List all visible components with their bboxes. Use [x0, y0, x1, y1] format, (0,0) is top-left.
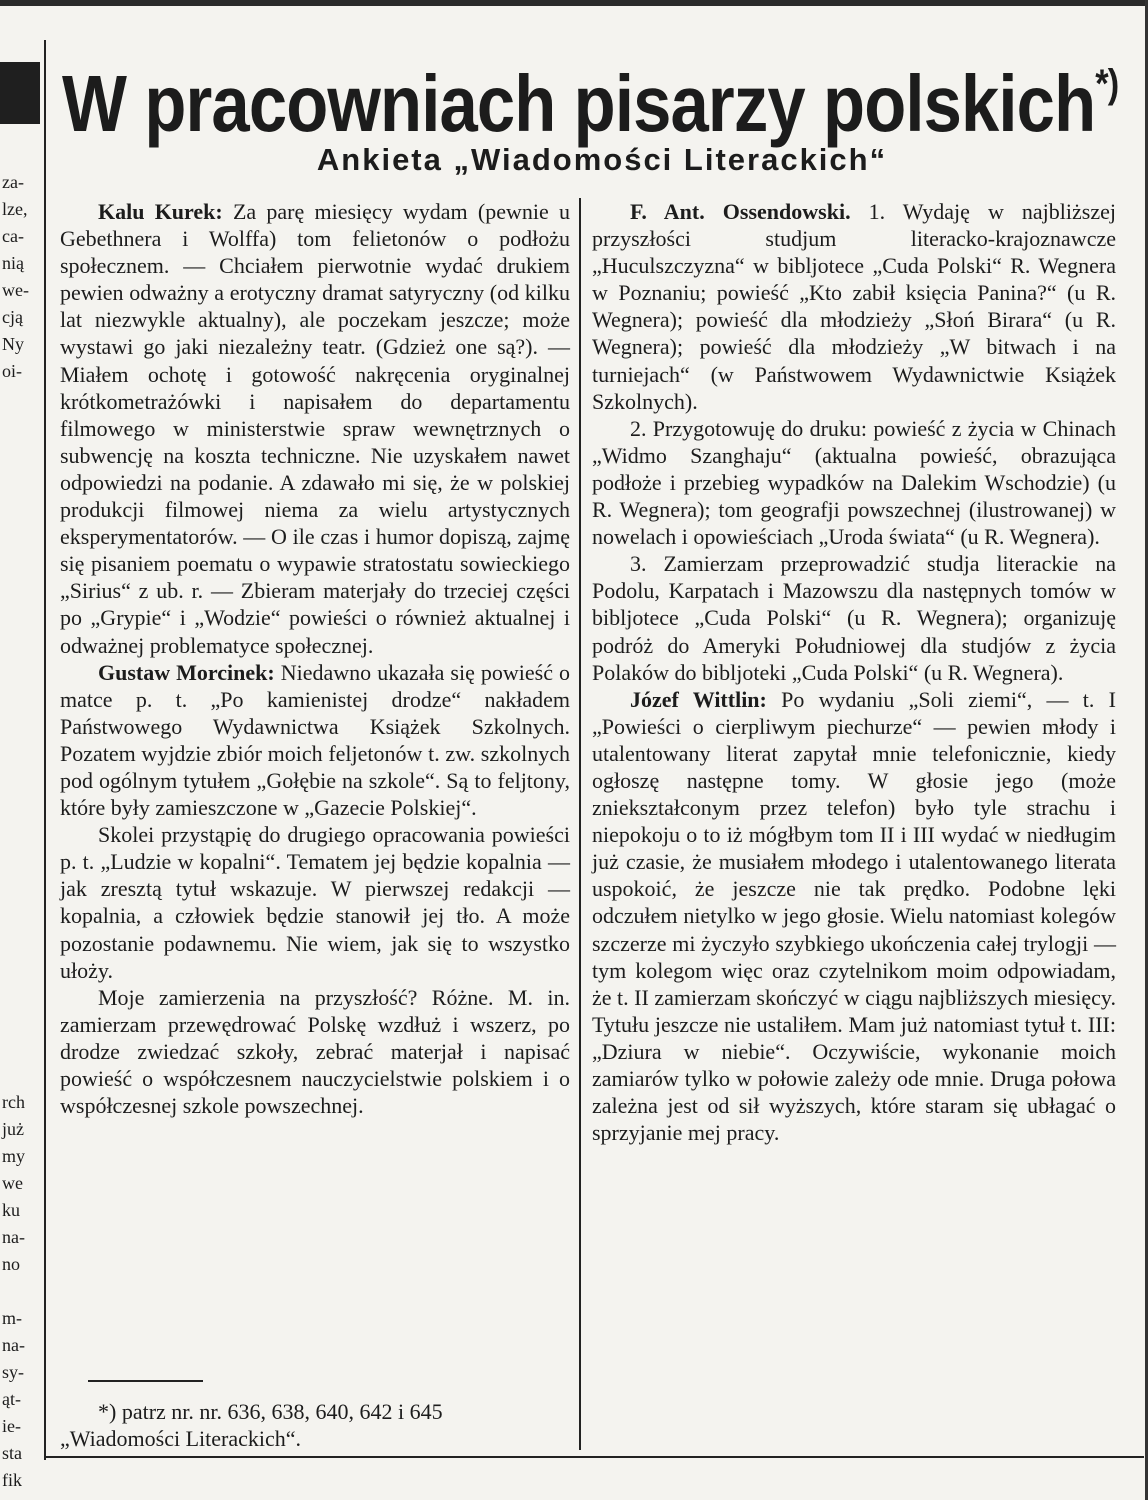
paragraph-text: Moje zamierzenia na przyszłość? Różne. M. in. zamierzam przewędrować Polskę wzdłuż i wszerz, po drodze zwiedzać szkoły, zebrać materjał i napisać powieść o współczesnem nauczycielstwie polskiem i o współczesnej szkole powszechnej. — [60, 984, 570, 1119]
paragraph — [592, 550, 1116, 685]
fragment-line: za- — [2, 172, 24, 192]
fragment-line: na- — [2, 1227, 25, 1247]
fragment-line: ie- — [2, 1416, 21, 1436]
fragment-line: lze, — [2, 199, 28, 219]
center-column-rule — [579, 198, 581, 1450]
paragraph-text: 3. Zamierzam przeprowadzić studja literackie na Podolu, Karpatach i Mazowszu dla następnych tomów w bibljotece „Cuda Polski“ (u R. Wegnera); organizuję podróż do Ameryki Południowej dla studjów z życia Polaków do bibljoteki „Cuda Polski“ (u R. Wegnera). — [592, 551, 1116, 685]
adjacent-column-fragment — [0, 40, 42, 1500]
paragraph-text: Po wydaniu „Soli ziemi“, — t. I „Powieści o cierpliwym piechurze“ — pewien młody i utalentowany literat zapytał mnie telefonicznie, kiedy ogłoszę następne tomy. W głosie jego (może zniekształconym przez telefon) było tyle strachu i niepokoju o to iż mógłbym tom II i III wydać w niedługim już czasie, że musiałem młodego i utalentowanego literata uspokoić, że jeszcze nie tak prędko. Podobne lęki odczułem nietylko w jego głosie. Wielu natomiast kolegów szczerze mi życzyło szybkiego ukończenia całej trylogji — tym kolegom więc oraz czytelnikom moim odpowiadam, że t. II zamierzam skończyć w ciągu najbliższych miesięcy. Tytułu jeszcze nie ustaliłem. Mam już natomiast tytuł t. III: „Dziura w niebie“. Oczywiście, wykonanie moich zamiarów tylko w połowie zależy ode mnie. Druga połowa zależna jest od sił wyższych, które staram się ubłagać o sprzyjanie mej pracy. — [592, 686, 1116, 1146]
fragment-line: m- — [2, 1308, 22, 1328]
fragment-line: my — [2, 1146, 26, 1166]
paragraph — [60, 198, 570, 659]
author-name: Józef Wittlin: — [630, 686, 767, 712]
paragraph-text: Za parę miesięcy wydam (pewnie u Gebethnera i Wolffa) tom felietonów o podłożu społecznem. — Chciałem pierwotnie wydać drukiem pewien odważny a erotyczny dramat satyryczny (od kilku lat niezwykle aktualny), ale poczekam jeszcze; może wystawi go jaki niezależny teatr. (Gdzież one są?). — Miałem ochotę i gotowość nakręcenia oryginalnej krótkometrażówki i napisałem do departamentu filmowego w ministerstwie spraw wewnętrznych o subwencję na koszta techniczne. Nie uzyskałem nawet odpowiedzi na podanie. A zdawało mi się, że w polskiej produkcji filmowej niema za wielu artystycznych eksperymentatorów. — O ile czas i humor dopiszą, zajmę się pisaniem poematu o wypawie stratostatu sowieckiego „Sirius“ z ub. r. — Zbieram materjały do trzeciej części po „Grypie“ i „Wodzie“ powieści o również aktualnej i odważnej problematyce społecznej. — [60, 199, 570, 658]
footnote-line: *) patrz nr. nr. 636, 638, 640, 642 i 645 — [98, 1399, 443, 1424]
fragment-line: we — [2, 1173, 23, 1193]
title-footnote-mark: *) — [1095, 62, 1119, 106]
fragment-line: rch — [2, 1092, 25, 1112]
paragraph — [592, 415, 1116, 550]
page-subtitle: Ankieta „Wiadomości Literackich“ — [316, 142, 888, 177]
bottom-rule — [44, 1456, 1144, 1458]
page-title — [62, 34, 1119, 148]
author-name: Kalu Kurek: — [98, 199, 223, 224]
article-column-left — [60, 198, 570, 1119]
footnote — [60, 1398, 570, 1452]
paragraph-text: Skolei przystąpię do drugiego opracowania powieści p. t. „Ludzie w kopalni“. Tematem jej będzie kopalnia — jak zresztą tytuł wskazuje. W pierwszej redakcji — kopalnia, a człowiek będzie stanowił jej tło. A może pozostanie podawnemu. Nie wiem, jak się to wszystko ułoży. — [60, 822, 570, 983]
fragment-line: sy- — [2, 1362, 24, 1382]
paragraph — [592, 686, 1116, 1147]
fragment-line: ca- — [2, 226, 24, 246]
fragment-line: ku — [2, 1200, 20, 1220]
footnote-rule — [88, 1380, 203, 1382]
author-name: Gustaw Morcinek: — [98, 659, 275, 685]
fragment-line: oi- — [2, 361, 22, 381]
paragraph-text: 1. Wydaję w najbliższej przyszłości studjum literacko-krajoznawcze „Huculszczyzna“ w bibljotece „Cuda Polski“ R. Wegnera w Poznaniu; powieść „Kto zabił księcia Panina?“ (u R. Wegnera); powieść dla młodzieży „Słoń Birara“ (u R. Wegnera); powieść dla młodzieży „W bitwach i na turniejach“ (w Państwowem Wydawnictwie Książek Szkolnych). — [592, 199, 1116, 414]
paragraph-text: 2. Przygotowuję do druku: powieść z życia w Chinach „Widmo Szanghaju“ (aktualna powieść, obrazująca podłoże i przebieg wypadków na Dalekim Wschodzie) (u R. Wegnera); tom geografji powszechnej (ilustrowanej) w nowelach i opowieściach „Uroda świata“ (u R. Wegnera). — [592, 415, 1116, 550]
fragment-line: no — [2, 1254, 20, 1274]
fragment-line: już — [2, 1119, 24, 1139]
adjacent-headline-fragment — [0, 62, 40, 124]
left-column-rule — [44, 40, 46, 1460]
fragment-line: Ny — [2, 334, 24, 354]
paragraph — [592, 198, 1116, 415]
fragment-line: we- — [2, 280, 29, 300]
paragraph — [60, 659, 570, 822]
fragment-line: na- — [2, 1335, 25, 1355]
fragment-line: sta — [2, 1443, 22, 1463]
title-text: W pracowniach pisarzy polskich — [62, 59, 1096, 148]
page-top-edge — [0, 0, 1148, 6]
paragraph — [60, 821, 570, 984]
author-name: F. Ant. Ossendowski. — [630, 199, 851, 224]
fragment-line: fik — [2, 1470, 22, 1490]
fragment-line: cją — [2, 307, 23, 327]
fragment-line: ąt- — [2, 1389, 21, 1409]
footnote-line: „Wiadomości Literackich“. — [60, 1426, 302, 1451]
paragraph-text: Niedawno ukazała się powieść o matce p. t. „Po kamienistej drodze“ nakładem Państwowego Wydawnictwa Książek Szkolnych. Pozatem wyjdzie zbiór moich feljetonów t. zw. szkolnych pod ogólnym tytułem „Gołębie na szkole“. Są to feljtony, które były zamieszczone w „Gazecie Polskiej“. — [60, 659, 570, 821]
article-column-right — [592, 198, 1116, 1146]
paragraph — [60, 984, 570, 1119]
fragment-line: nią — [2, 253, 24, 273]
